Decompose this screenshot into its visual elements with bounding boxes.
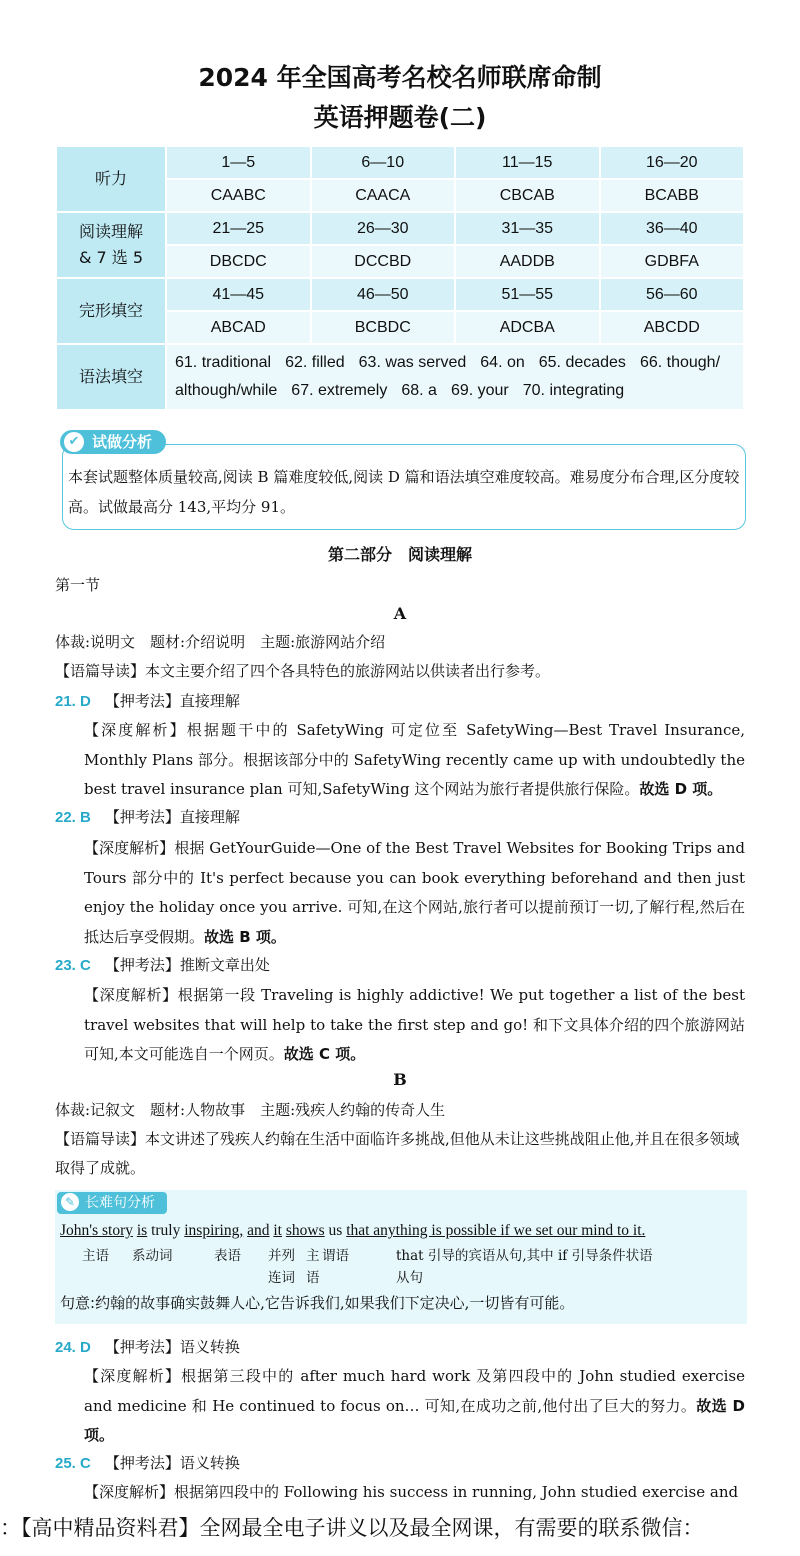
table-row xyxy=(56,344,744,410)
question-header xyxy=(55,954,270,975)
analysis-label: 【深度解析】 xyxy=(84,721,187,739)
answer-cell: CAACA xyxy=(311,179,456,212)
exam-title: 2024 年全国高考名校名师联席命制 xyxy=(198,63,602,92)
passage-guide xyxy=(55,657,745,686)
answer-cell: DBCDC xyxy=(166,245,311,278)
grammar-answer: 66. though/ xyxy=(639,354,721,371)
sentence-part: and xyxy=(247,1222,270,1239)
question-header xyxy=(55,690,240,711)
answer-cell: ABCAD xyxy=(166,311,311,344)
answer-cell: CAABC xyxy=(166,179,311,212)
analysis-label: 【深度解析】 xyxy=(84,986,178,1004)
answer-text: 故选 B 项。 xyxy=(204,927,286,946)
grammar-answer: 65. decades xyxy=(538,354,626,371)
part-title: 第一节 xyxy=(55,576,101,594)
sentence-meaning xyxy=(60,1292,574,1313)
category-cloze: 完形填空 xyxy=(56,278,166,344)
answer-cell: DCCBD xyxy=(311,245,456,278)
category-listening: 听力 xyxy=(56,146,166,212)
analysis-text: 根据第一段 Traveling is highly addictive! We put together a list of the best travel websites that will help to take the first step and go! 和下文具体介绍的四个旅游网站可知,本文可能选自一个网页。 xyxy=(84,986,745,1063)
question-method: 【押考法】直接理解 xyxy=(104,808,240,826)
grammar-answer: 69. your xyxy=(450,382,509,399)
question-method: 【押考法】语义转换 xyxy=(104,1338,240,1356)
range-cell: 1—5 xyxy=(166,146,311,179)
gloss-label: 语 xyxy=(306,1270,320,1286)
passage-meta: 体裁:记叙文 题材:人物故事 主题:残疾人约翰的传奇人生 xyxy=(55,1101,446,1119)
range-cell: 6—10 xyxy=(311,146,456,179)
range-cell: 11—15 xyxy=(455,146,600,179)
question-method: 【押考法】推断文章出处 xyxy=(104,956,270,974)
answer-cell: BCBDC xyxy=(311,311,456,344)
range-cell: 36—40 xyxy=(600,212,745,245)
analysis-paragraph xyxy=(84,1362,745,1451)
analysis-paragraph xyxy=(84,834,745,952)
sentence-part: it xyxy=(273,1222,282,1239)
analysis-label: 【深度解析】 xyxy=(84,1367,182,1385)
guide-text: 本文主要介绍了四个各具特色的旅游网站以供读者出行参考。 xyxy=(145,662,551,680)
passage-letter-b: B xyxy=(393,1070,407,1089)
trial-analysis-tag xyxy=(60,430,166,454)
question-method: 【押考法】直接理解 xyxy=(104,692,240,710)
range-cell: 51—55 xyxy=(455,278,600,311)
grammar-answer: 63. was served xyxy=(358,354,467,371)
question-header xyxy=(55,806,240,827)
analysis-label: 【深度解析】 xyxy=(84,839,175,857)
analysis-paragraph xyxy=(84,981,745,1070)
answer-cell: ABCDD xyxy=(600,311,745,344)
meaning-label: 句意: xyxy=(60,1294,96,1312)
range-cell: 41—45 xyxy=(166,278,311,311)
pen-icon: ✎ xyxy=(61,1193,79,1211)
sentence-part: inspiring, xyxy=(184,1222,244,1239)
question-number: 24. D xyxy=(55,1339,91,1356)
table-row xyxy=(56,212,744,245)
range-cell: 31—35 xyxy=(455,212,600,245)
gloss-label: 系动词 xyxy=(132,1248,173,1264)
sentence-part: us xyxy=(328,1222,343,1239)
passage-guide xyxy=(55,1125,745,1183)
grammar-answer: 67. extremely xyxy=(291,382,388,399)
sentence-part: truly xyxy=(151,1222,181,1239)
range-cell: 46—50 xyxy=(311,278,456,311)
guide-label: 【语篇导读】 xyxy=(55,1130,146,1148)
analysis-paragraph xyxy=(84,1478,745,1508)
range-cell: 16—20 xyxy=(600,146,745,179)
answer-cell: BCABB xyxy=(600,179,745,212)
guide-label: 【语篇导读】 xyxy=(55,662,146,680)
guide-text: 本文讲述了残疾人约翰在生活中面临许多挑战,但他从未让这些挑战阻止他,并且在很多领域取得了成就。 xyxy=(55,1130,740,1177)
answer-cell: AADDB xyxy=(455,245,600,278)
answer-text: 故选 D 项。 xyxy=(639,780,723,798)
analysis-text: 根据第三段中的 after much hard work 及第四段中的 John studied exercise and medicine 和 He continued to focus on… 可知,在成功之前,他付出了巨大的努力。 xyxy=(84,1367,745,1415)
range-cell: 21—25 xyxy=(166,212,311,245)
table-row xyxy=(56,146,744,179)
answer-text: 故选 D 项。 xyxy=(84,1396,745,1444)
gloss-label: 主 xyxy=(306,1248,320,1264)
question-number: 25. C xyxy=(55,1455,91,1472)
question-header xyxy=(55,1452,240,1473)
grammar-answer: 61. traditional xyxy=(175,354,272,371)
answer-cell: CBCAB xyxy=(455,179,600,212)
gloss-label: 并列 xyxy=(268,1248,295,1264)
question-header xyxy=(55,1336,240,1357)
range-cell: 26—30 xyxy=(311,212,456,245)
gloss-label: 谓语 xyxy=(322,1248,349,1264)
sentence-part: shows xyxy=(285,1222,325,1239)
meaning-text: 约翰的故事确实鼓舞人心,它告诉我们,如果我们下定决心,一切皆有可能。 xyxy=(95,1294,575,1312)
grammar-answer: although/while xyxy=(175,382,278,399)
analysis-text: 根据第四段中的 Following his success in running, John studied exercise and xyxy=(174,1483,739,1501)
gloss-label: that 引导的宾语从句,其中 if 引导条件状语 xyxy=(396,1248,653,1264)
tag-label: 试做分析 xyxy=(92,433,153,451)
passage-meta: 体裁:说明文 题材:介绍说明 主题:旅游网站介绍 xyxy=(55,633,386,651)
gloss-label: 主语 xyxy=(82,1248,109,1264)
exam-subtitle: 英语押题卷(二) xyxy=(313,103,487,132)
analysis-text: 根据 GetYourGuide—One of the Best Travel Websites for Booking Trips and Tours 部分中的 It's perfect because you can book everything beforehand and then just enjoy the holiday once you arrive. 可知,在这个网站,旅行者可以提前预订一切,了解行程,然后在抵达后享受假期。 xyxy=(84,839,745,946)
category-reading xyxy=(56,212,166,278)
analysis-label: 【深度解析】 xyxy=(84,1483,175,1501)
answer-table xyxy=(55,145,745,411)
grammar-answers xyxy=(166,344,744,410)
question-number: 23. C xyxy=(55,957,91,974)
gloss-label: 从句 xyxy=(396,1270,423,1286)
trial-analysis-text: 本套试题整体质量较高,阅读 B 篇难度较低,阅读 D 篇和语法填空难度较高。难易度分布合理,区分度较高。试做最高分 143,平均分 91。 xyxy=(68,468,740,516)
grammar-answer: 64. on xyxy=(480,354,525,371)
grammar-answer: 62. filled xyxy=(285,354,345,371)
grammar-answer: 68. a xyxy=(401,382,437,399)
answer-cell: GDBFA xyxy=(600,245,745,278)
category-label: 阅读理解 xyxy=(78,222,143,241)
question-number: 21. D xyxy=(55,693,91,710)
gloss-label: 表语 xyxy=(214,1248,241,1264)
table-row xyxy=(56,278,744,311)
sentence-part: that anything is possible if we set our mind to it. xyxy=(346,1222,646,1239)
category-grammar: 语法填空 xyxy=(56,344,166,410)
passage-letter-a: A xyxy=(393,604,407,623)
long-sentence-english xyxy=(60,1222,645,1240)
question-method: 【押考法】语义转换 xyxy=(104,1454,240,1472)
analysis-paragraph xyxy=(84,716,745,805)
category-label: & 7 选 5 xyxy=(78,248,144,267)
sentence-part: is xyxy=(136,1222,148,1239)
footer-watermark-text: ：【高中精品资料君】全网最全电子讲义以及最全网课，有需要的联系微信： xyxy=(0,1516,704,1540)
long-sentence-tag xyxy=(57,1192,167,1214)
answer-cell: ADCBA xyxy=(455,311,600,344)
section-title: 第二部分 阅读理解 xyxy=(327,545,472,564)
range-cell: 56—60 xyxy=(600,278,745,311)
question-number: 22. B xyxy=(55,809,91,826)
tag-label: 长难句分析 xyxy=(85,1195,155,1211)
answer-text: 故选 C 项。 xyxy=(283,1045,366,1063)
gloss-label: 连词 xyxy=(268,1270,295,1286)
analysis-text: 根据题干中的 SafetyWing 可定位至 SafetyWing—Best Travel Insurance, Monthly Plans 部分。根据该部分中的 SafetyWing recently came up with undoubtedly the best travel insurance plan 可知,SafetyWing 这个网站为旅行者提供旅行保险。 xyxy=(84,721,745,798)
grammar-answer: 70. integrating xyxy=(522,382,625,399)
sentence-part: John's story xyxy=(60,1222,133,1239)
check-icon: ✔ xyxy=(64,432,84,452)
